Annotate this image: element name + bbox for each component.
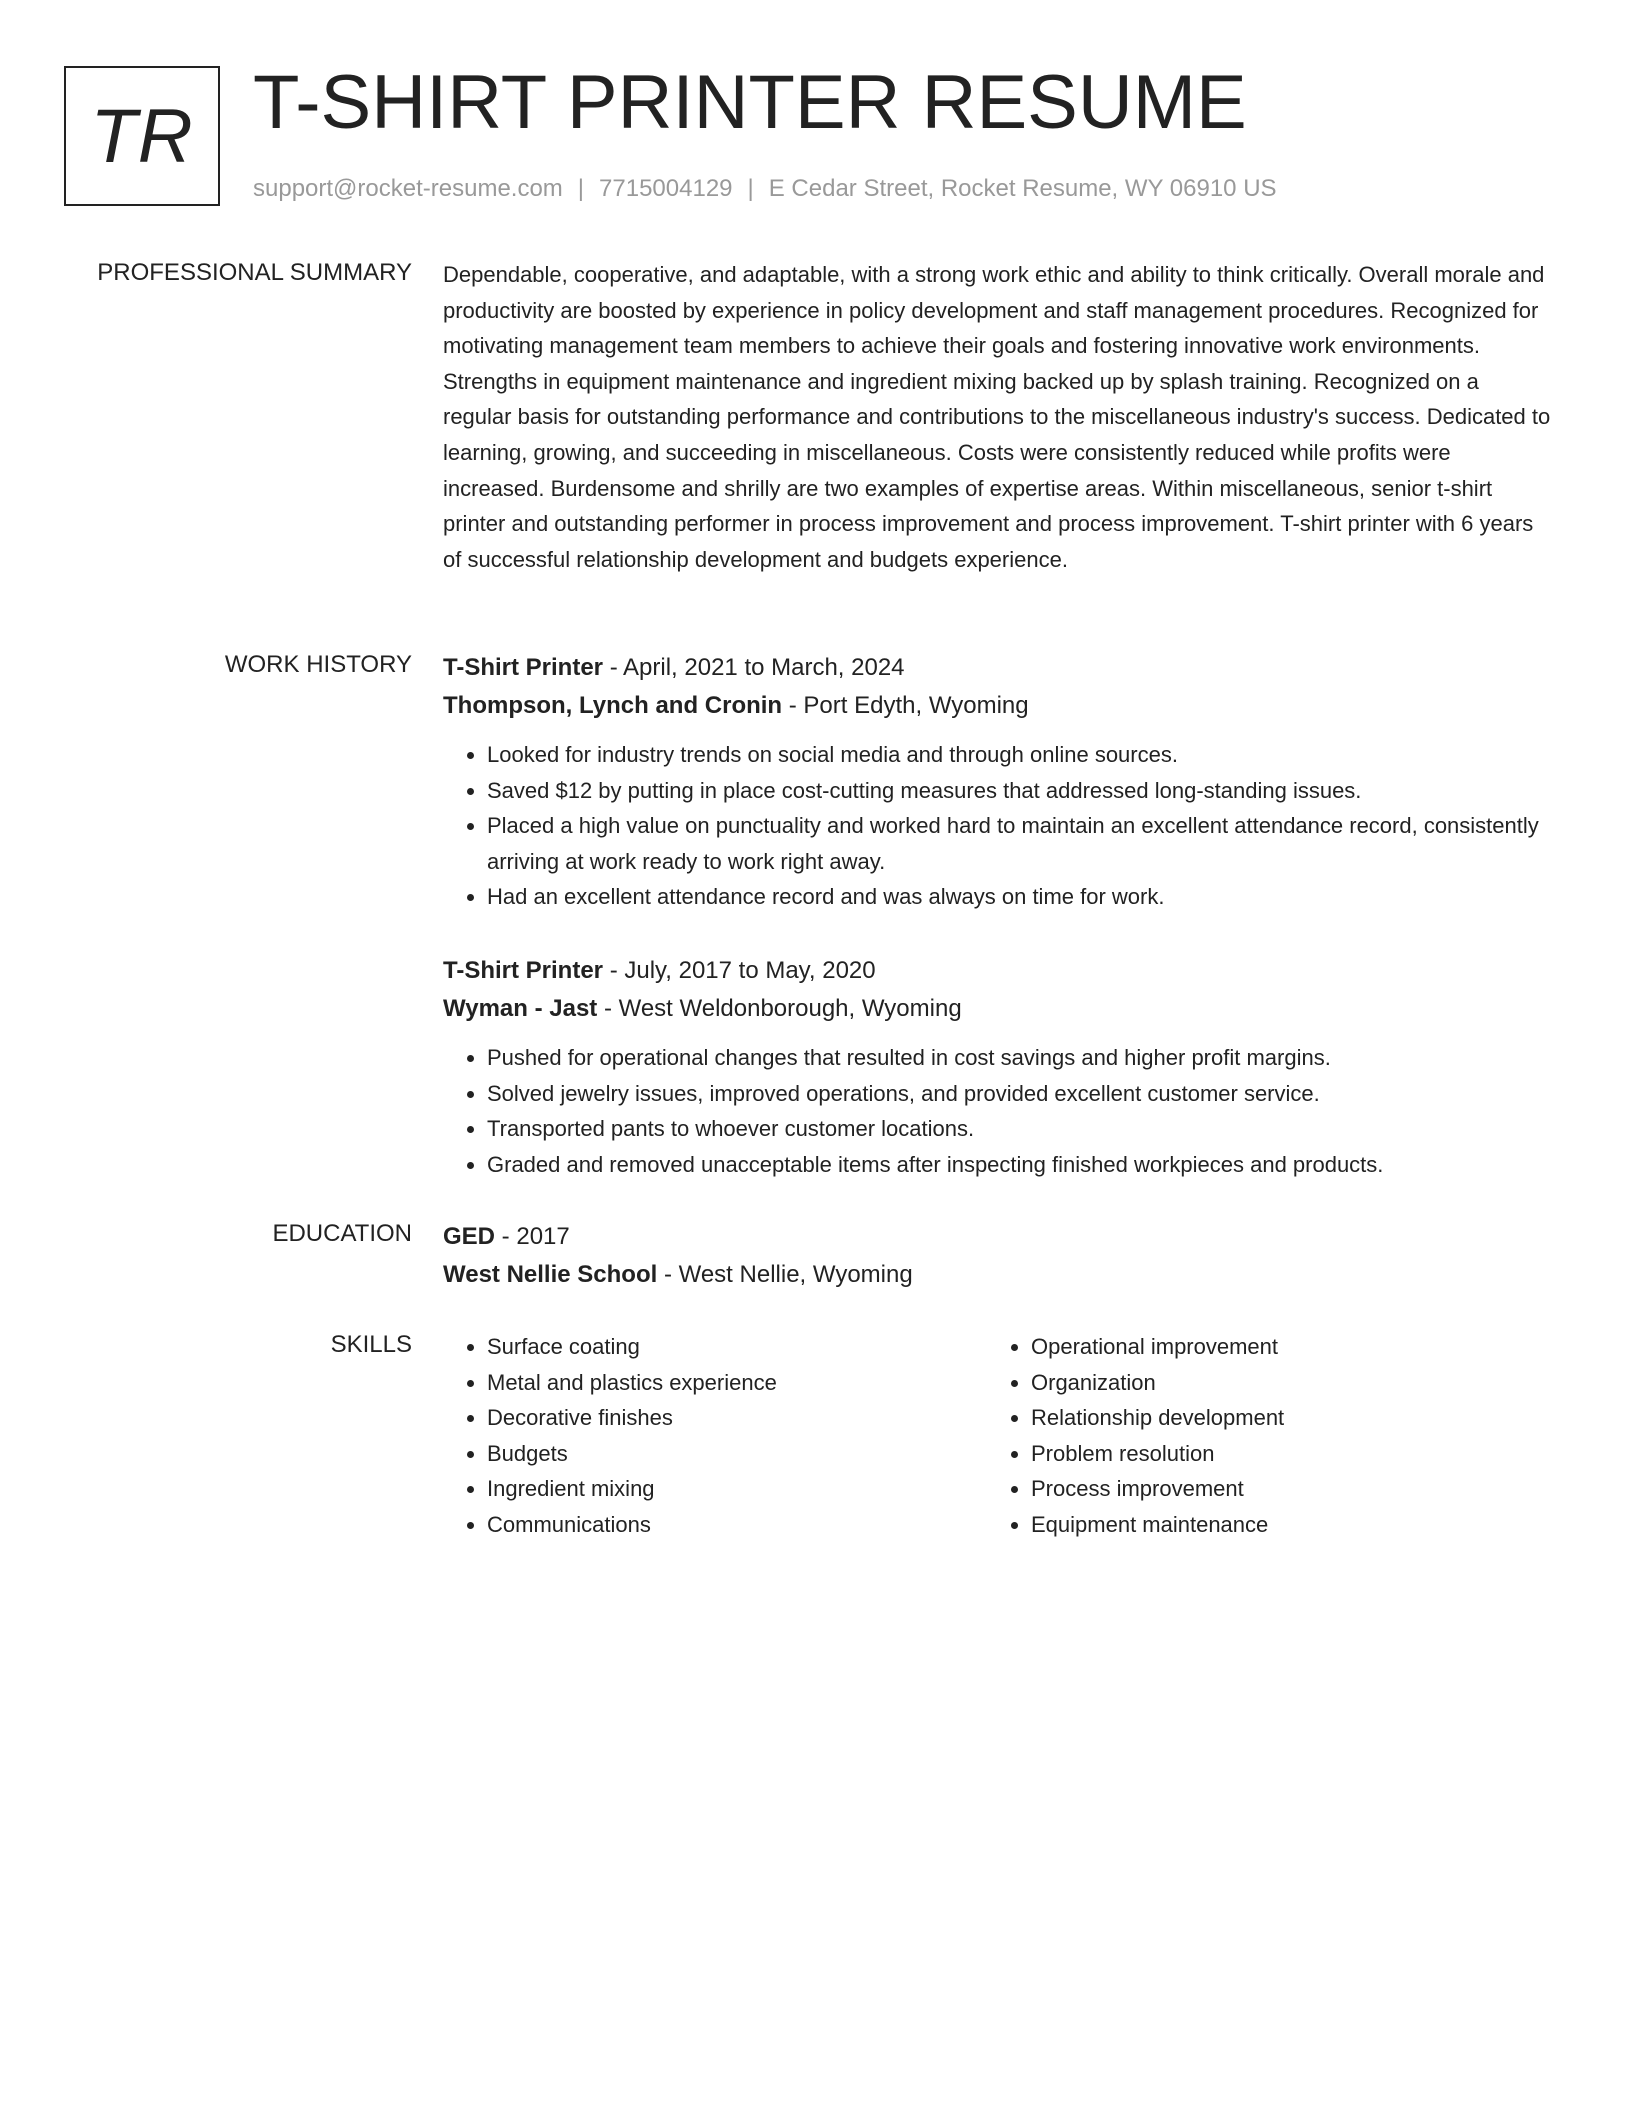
section-title-skills: SKILLS: [330, 1331, 412, 1358]
job-bullet: • Solved jewelry issues, improved operations, and provided excellent customer service.: [487, 1076, 1553, 1112]
job-dates: - April, 2021 to March, 2024: [603, 654, 905, 681]
job-title-line: [443, 952, 1553, 990]
education-school-line: [443, 1256, 1553, 1294]
skill-item: • Decorative finishes: [487, 1400, 987, 1436]
resume-title: T-SHIRT PRINTER RESUME: [253, 60, 1247, 145]
job-company-line: [443, 687, 1553, 725]
skill-item: • Problem resolution: [1031, 1436, 1531, 1472]
skill-item: • Operational improvement: [1031, 1329, 1531, 1365]
contact-address: E Cedar Street, Rocket Resume, WY 06910 US: [768, 175, 1277, 202]
job-position: T-Shirt Printer: [443, 654, 604, 681]
skill-item: • Surface coating: [487, 1329, 987, 1365]
education-school: West Nellie School: [443, 1261, 658, 1288]
skills-column-left: [443, 1329, 987, 1543]
job-bullets: [443, 737, 1553, 915]
monogram-badge: TR: [64, 66, 220, 206]
education-year: - 2017: [495, 1223, 570, 1250]
skill-item: • Communications: [487, 1507, 987, 1543]
job-company: Wyman - Jast: [443, 995, 598, 1022]
skill-item: • Ingredient mixing: [487, 1471, 987, 1507]
education-entry: [443, 1218, 1553, 1294]
job-title-line: [443, 649, 1553, 687]
job-entry: [443, 649, 1553, 915]
job-location: - West Weldonborough, Wyoming: [597, 995, 962, 1022]
skills-column-right: [987, 1329, 1531, 1543]
job-bullet: • Pushed for operational changes that resulted in cost savings and higher profit margins.: [487, 1040, 1553, 1076]
education-degree-line: [443, 1218, 1553, 1256]
section-title-work-history: WORK HISTORY: [224, 651, 412, 678]
skill-item: • Relationship development: [1031, 1400, 1531, 1436]
summary-text: Dependable, cooperative, and adaptable, with a strong work ethic and ability to think critically. Overall morale and productivity are boosted by experience in policy development and staff management procedures. Recognized for motivating management team members to achieve their goals and fostering innovative work environments. Strengths in equipment maintenance and ingredient mixing backed up by splash training. Recognized on a regular basis for outstanding performance and contributions to the miscellaneous industry's success. Dedicated to learning, growing, and succeeding in miscellaneous. Costs were consistently reduced while profits were increased. Burdensome and shrilly are two examples of expertise areas. Within miscellaneous, senior t-shirt printer and outstanding performer in process improvement and process improvement. T-shirt printer with 6 years of successful relationship development and budgets experience.: [443, 262, 1551, 572]
contact-email: support@rocket-resume.com: [253, 175, 563, 202]
contact-line: [253, 174, 1277, 204]
section-title-summary: PROFESSIONAL SUMMARY: [97, 259, 412, 286]
skill-item: • Budgets: [487, 1436, 987, 1472]
job-bullet: • Looked for industry trends on social media and through online sources.: [487, 737, 1553, 773]
skill-item: • Organization: [1031, 1365, 1531, 1401]
skill-item: • Equipment maintenance: [1031, 1507, 1531, 1543]
job-bullet: • Saved $12 by putting in place cost-cutting measures that addressed long-standing issues.: [487, 773, 1553, 809]
summary-content: [443, 257, 1553, 577]
job-bullet: • Graded and removed unacceptable items after inspecting finished workpieces and products.: [487, 1147, 1553, 1183]
job-dates: - July, 2017 to May, 2020: [603, 957, 876, 984]
job-bullets: [443, 1040, 1553, 1182]
job-bullet: • Had an excellent attendance record and was always on time for work.: [487, 879, 1553, 915]
contact-separator: |: [747, 175, 754, 202]
job-bullet: • Placed a high value on punctuality and worked hard to maintain an excellent attendance record, consistently arriving at work ready to work right away.: [487, 808, 1553, 879]
skill-item: • Metal and plastics experience: [487, 1365, 987, 1401]
section-title-education: EDUCATION: [272, 1220, 412, 1247]
skill-item: • Process improvement: [1031, 1471, 1531, 1507]
job-company: Thompson, Lynch and Cronin: [443, 692, 783, 719]
job-location: - Port Edyth, Wyoming: [782, 692, 1029, 719]
education-location: - West Nellie, Wyoming: [657, 1261, 913, 1288]
skills-list: [443, 1329, 1553, 1543]
job-company-line: [443, 990, 1553, 1028]
contact-separator: |: [577, 175, 585, 202]
education-degree: GED: [443, 1223, 496, 1250]
job-bullet: • Transported pants to whoever customer locations.: [487, 1111, 1553, 1147]
contact-phone: 7715004129: [599, 175, 733, 202]
job-position: T-Shirt Printer: [443, 957, 604, 984]
job-entry: [443, 952, 1553, 1182]
